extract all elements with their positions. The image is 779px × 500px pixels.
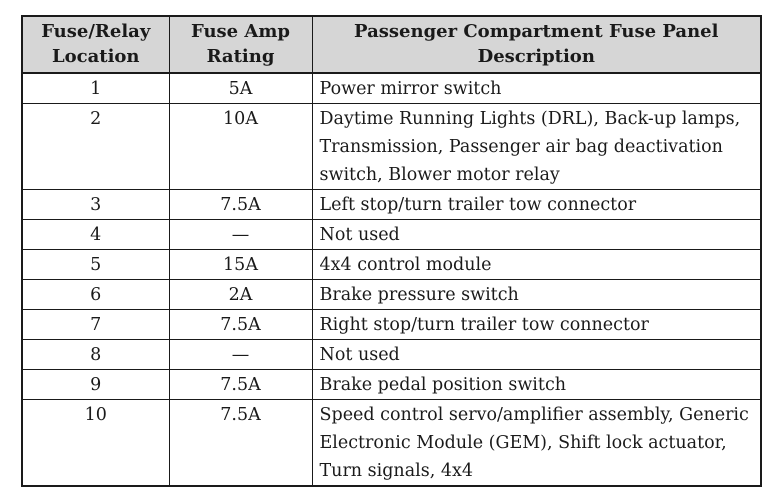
table-row	[22, 190, 761, 220]
fuse-description-cell: Daytime Running Lights (DRL), Back-up lamps, Transmission, Passenger air bag deactivation switch, Blower motor relay	[312, 104, 761, 190]
header-rating-label: Fuse Amp Rating	[191, 21, 290, 67]
header-description	[312, 16, 761, 73]
fuse-rating-cell: —	[169, 220, 312, 250]
header-row	[22, 16, 761, 73]
table-row	[22, 220, 761, 250]
fuse-location-cell: 1	[22, 73, 169, 104]
fuse-rating-cell: 5A	[169, 73, 312, 104]
fuse-location-cell: 6	[22, 280, 169, 310]
fuse-description-cell: Left stop/turn trailer tow connector	[312, 190, 761, 220]
fuse-location-cell: 2	[22, 104, 169, 190]
fuse-description-cell: Not used	[312, 340, 761, 370]
table-row	[22, 280, 761, 310]
table-row	[22, 340, 761, 370]
fuse-panel-table	[21, 15, 762, 487]
fuse-location-cell: 5	[22, 250, 169, 280]
table-row	[22, 250, 761, 280]
header-rating	[169, 16, 312, 73]
fuse-location-cell: 7	[22, 310, 169, 340]
fuse-description-cell: Power mirror switch	[312, 73, 761, 104]
fuse-description-cell: 4x4 control module	[312, 250, 761, 280]
fuse-location-cell: 8	[22, 340, 169, 370]
table-row	[22, 400, 761, 487]
table-header	[22, 16, 761, 73]
fuse-location-cell: 9	[22, 370, 169, 400]
table-row	[22, 104, 761, 190]
fuse-location-cell: 3	[22, 190, 169, 220]
table-body	[22, 73, 761, 486]
table-row	[22, 310, 761, 340]
fuse-rating-cell: 2A	[169, 280, 312, 310]
fuse-location-cell: 4	[22, 220, 169, 250]
fuse-rating-cell: —	[169, 340, 312, 370]
table-row	[22, 73, 761, 104]
header-location-label: Fuse/Relay Location	[41, 21, 151, 67]
fuse-rating-cell: 7.5A	[169, 370, 312, 400]
fuse-rating-cell: 7.5A	[169, 190, 312, 220]
header-description-label: Passenger Compartment Fuse Panel Description	[354, 21, 719, 67]
fuse-description-cell: Brake pressure switch	[312, 280, 761, 310]
header-location	[22, 16, 169, 73]
fuse-location-cell: 10	[22, 400, 169, 487]
table-row	[22, 370, 761, 400]
fuse-table-container	[21, 15, 760, 487]
fuse-description-cell: Right stop/turn trailer tow connector	[312, 310, 761, 340]
fuse-description-cell: Speed control servo/amplifier assembly, Generic Electronic Module (GEM), Shift lock actuator, Turn signals, 4x4	[312, 400, 761, 487]
fuse-rating-cell: 10A	[169, 104, 312, 190]
fuse-description-cell: Brake pedal position switch	[312, 370, 761, 400]
fuse-rating-cell: 7.5A	[169, 310, 312, 340]
fuse-description-cell: Not used	[312, 220, 761, 250]
fuse-rating-cell: 15A	[169, 250, 312, 280]
fuse-rating-cell: 7.5A	[169, 400, 312, 487]
